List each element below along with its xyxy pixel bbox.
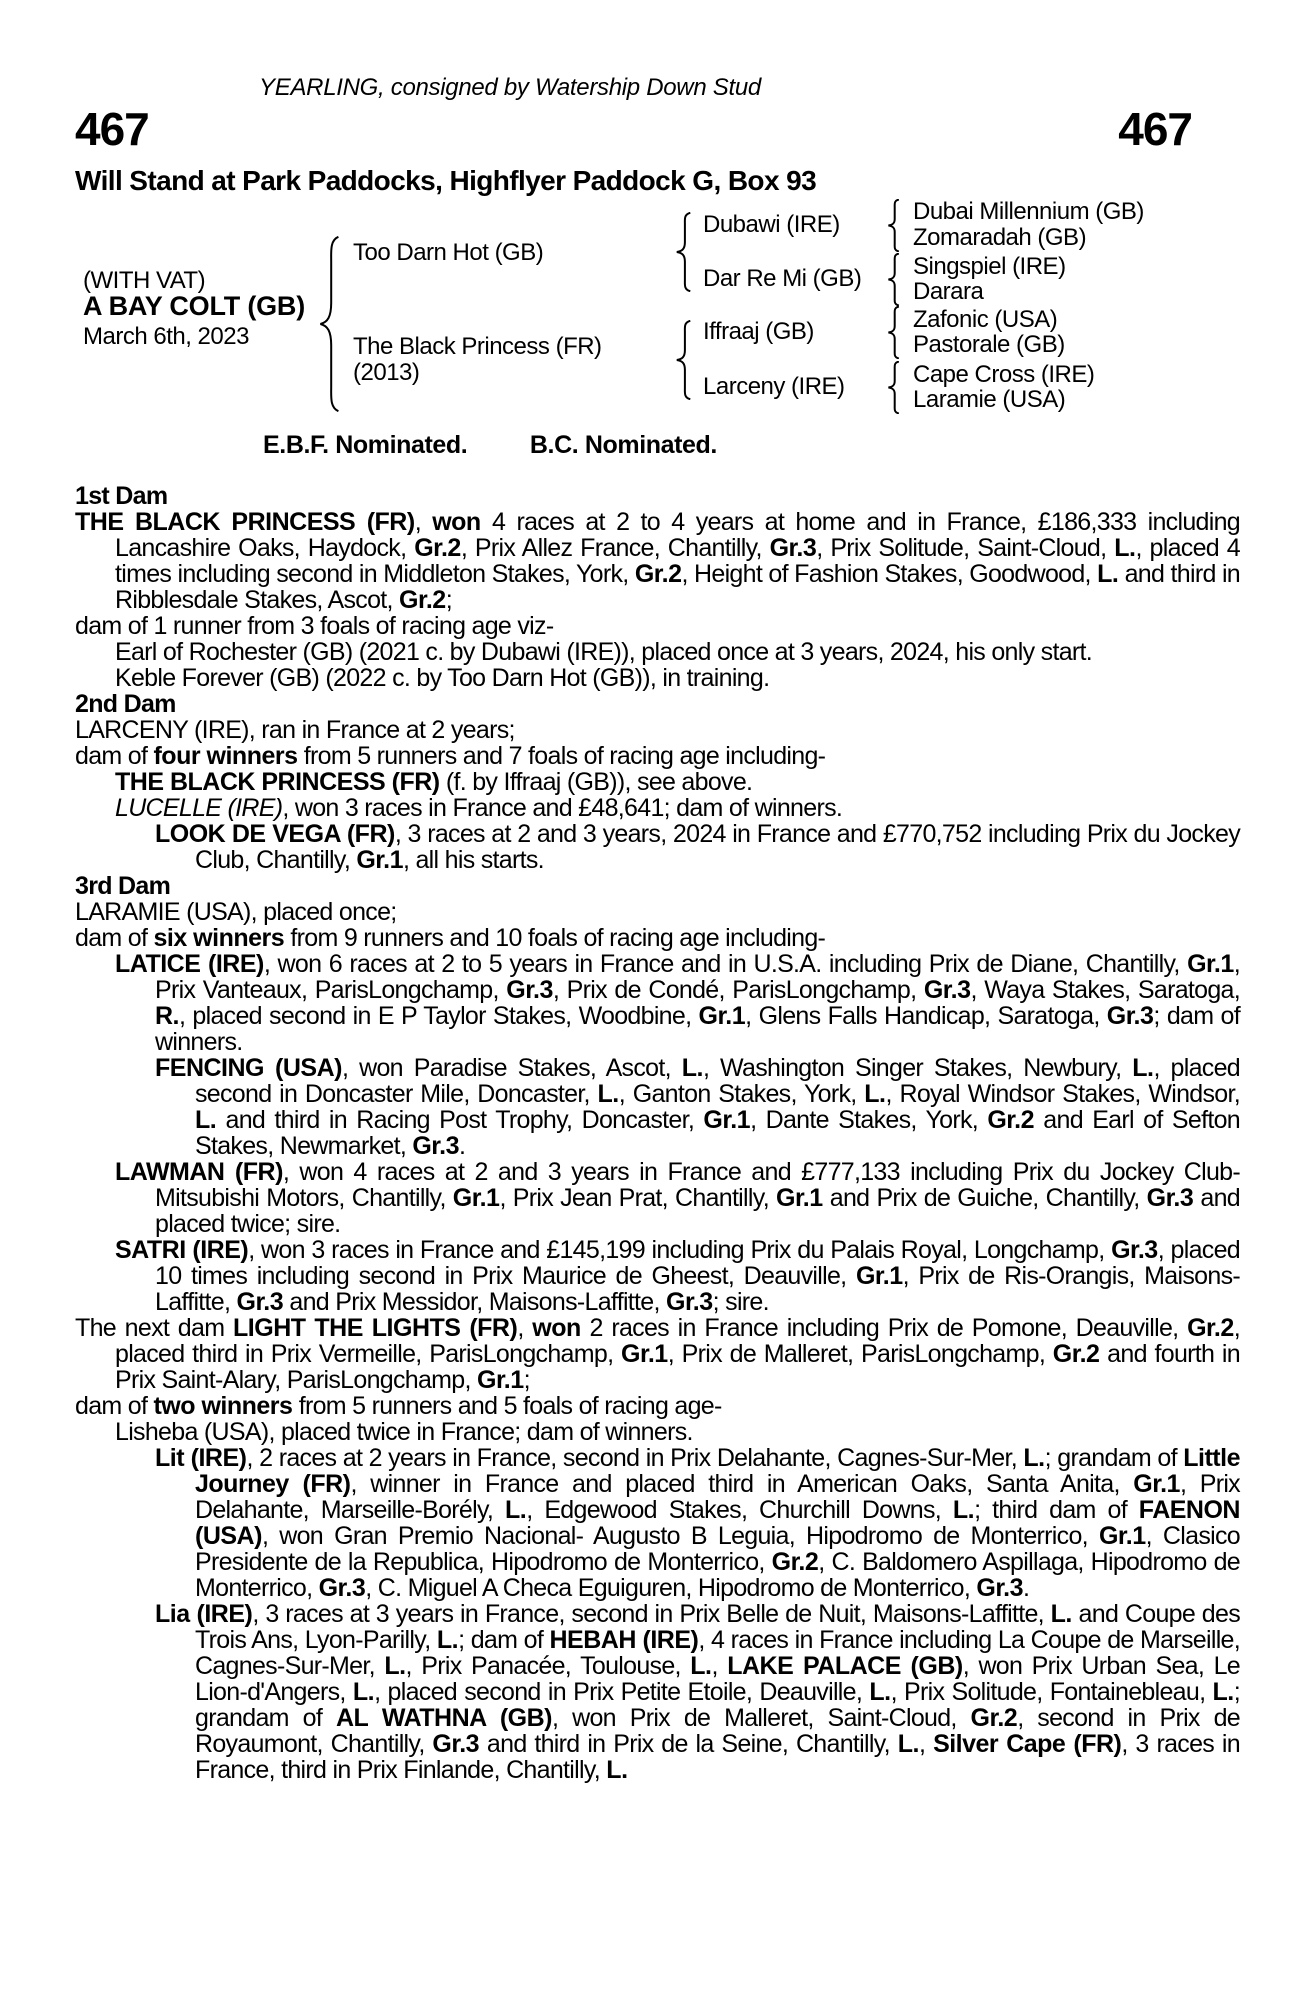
pedigree-paragraph: SATRI (IRE), won 3 races in France and £145,199 including Prix du Palais Royal, Longchamp, Gr.3, placed 10 times including second in Prix Maurice de Gheest, Deauville, Gr.1, Prix de Ris-Orangis, Maisons-Laffitte, Gr.3 and Prix Messidor, Maisons-Laffitte, Gr.3; sire. [115, 1236, 1240, 1316]
brace-icon [887, 361, 901, 414]
brace-icon [887, 306, 901, 359]
pedigree-paragraph: dam of 1 runner from 3 foals of racing age viz- [75, 612, 554, 640]
sire-sire-name: Dubawi (IRE) [703, 211, 840, 238]
pedigree-paragraph: Lisheba (USA), placed twice in France; dam of winners. [115, 1418, 693, 1446]
pedigree-paragraph: LUCELLE (IRE), won 3 races in France and £48,641; dam of winners. [115, 794, 843, 822]
brace-icon [887, 199, 901, 252]
with-vat-note: (WITH VAT) [83, 267, 206, 294]
ancestor-name: Zafonic (USA) [913, 306, 1058, 333]
pedigree-paragraph: Lit (IRE), 2 races at 2 years in France, second in Prix Delahante, Cagnes-Sur-Mer, L.; grandam of Little Journey (FR), winner in France and placed third in American Oaks, Santa Anita, Gr.1, Prix Delahante, Marseille-Borély, L., Edgewood Stakes, Churchill Downs, L.; third dam of FAENON (USA), won Gran Premio Nacional- Augusto B Leguia, Hipodromo de Monterrico, Gr.1, Clasico Presidente de la Republica, Hipodromo de Monterrico, Gr.2, C. Baldomero Aspillaga, Hipodromo de Monterrico, Gr.3, C. Miguel A Checa Eguiguren, Hipodromo de Monterrico, Gr.3. [155, 1444, 1241, 1602]
ancestor-name: Zomaradah (GB) [913, 224, 1087, 251]
brace-icon [318, 235, 342, 413]
brace-icon [675, 320, 693, 400]
sire-dam-name: Dar Re Mi (GB) [703, 265, 862, 292]
dam-sire-name: Iffraaj (GB) [703, 318, 814, 345]
pedigree-paragraph: THE BLACK PRINCESS (FR), won 4 races at 2 to 4 years at home and in France, £186,333 including Lancashire Oaks, Haydock, Gr.2, Prix Allez France, Chantilly, Gr.3, Prix Solitude, Saint-Cloud, L., placed 4 times including second in Middleton Stakes, York, Gr.2, Height of Fashion Stakes, Goodwood, L. and third in Ribblesdale Stakes, Ascot, Gr.2; [75, 508, 1241, 614]
bc-nominated-label: B.C. Nominated. [529, 431, 717, 459]
ancestor-name: Singspiel (IRE) [913, 253, 1066, 280]
ancestor-name: Cape Cross (IRE) [913, 361, 1095, 388]
pedigree-paragraph: Lia (IRE), 3 races at 3 years in France, second in Prix Belle de Nuit, Maisons-Laffitte, L. and Coupe des Trois Ans, Lyon-Parilly, L.; dam of HEBAH (IRE), 4 races in France including La Coupe de Marseille, Cagnes-Sur-Mer, L., Prix Panacée, Toulouse, L., LAKE PALACE (GB), won Prix Urban Sea, Le Lion-d'Angers, L., placed second in Prix Petite Etoile, Deauville, L., Prix Solitude, Fontainebleau, L.; grandam of AL WATHNA (GB), won Prix de Malleret, Saint-Cloud, Gr.2, second in Prix de Royaumont, Chantilly, Gr.3 and third in Prix de la Seine, Chantilly, L., Silver Cape (FR), 3 races in France, third in Prix Finlande, Chantilly, L. [155, 1600, 1241, 1784]
pedigree-paragraph: dam of four winners from 5 runners and 7 foals of racing age including- [75, 742, 826, 770]
dam-name: The Black Princess (FR) [353, 333, 602, 360]
pedigree-paragraph: LATICE (IRE), won 6 races at 2 to 5 years in France and in U.S.A. including Prix de Diane, Chantilly, Gr.1, Prix Vanteaux, ParisLongchamp, Gr.3, Prix de Condé, ParisLongchamp, Gr.3, Waya Stakes, Saratoga, R., placed second in E P Taylor Stakes, Woodbine, Gr.1, Glens Falls Handicap, Saratoga, Gr.3; dam of winners. [115, 950, 1241, 1056]
lot-number-row [75, 103, 1240, 155]
lot-number-right: 467 [1118, 103, 1192, 155]
pedigree-paragraph: LARAMIE (USA), placed once; [75, 898, 397, 926]
section-heading: 3rd Dam [75, 872, 171, 900]
section-heading: 2nd Dam [75, 690, 176, 718]
ancestor-name: Dubai Millennium (GB) [913, 198, 1144, 225]
section-heading: 1st Dam [75, 482, 168, 510]
lot-number-left: 467 [75, 103, 149, 155]
pedigree-paragraph: FENCING (USA), won Paradise Stakes, Ascot, L., Washington Singer Stakes, Newbury, L., placed second in Doncaster Mile, Doncaster, L., Ganton Stakes, York, L., Royal Windsor Stakes, Windsor, L. and third in Racing Post Trophy, Doncaster, Gr.1, Dante Stakes, York, Gr.2 and Earl of Sefton Stakes, Newmarket, Gr.3. [155, 1054, 1241, 1160]
nomination-line [75, 432, 1240, 459]
pedigree-paragraph: The next dam LIGHT THE LIGHTS (FR), won 2 races in France including Prix de Pomone, Deauville, Gr.2, placed third in Prix Vermeille, ParisLongchamp, Gr.1, Prix de Malleret, ParisLongchamp, Gr.2 and fourth in Prix Saint-Alary, ParisLongchamp, Gr.1; [75, 1314, 1241, 1394]
brace-icon [887, 253, 901, 306]
pedigree-text-body [75, 483, 1240, 1783]
ancestor-name: Darara [913, 278, 984, 305]
sire-name: Too Darn Hot (GB) [353, 239, 544, 266]
dam-dam-name: Larceny (IRE) [703, 373, 845, 400]
horse-title: A BAY COLT (GB) [83, 291, 306, 321]
ebf-nominated-label: E.B.F. Nominated. [263, 431, 468, 459]
pedigree-diagram [75, 198, 1240, 416]
pedigree-paragraph: Earl of Rochester (GB) (2021 c. by Dubawi (IRE)), placed once at 3 years, 2024, his only start. [115, 638, 1093, 666]
pedigree-paragraph: LARCENY (IRE), ran in France at 2 years; [75, 716, 515, 744]
pedigree-paragraph: LAWMAN (FR), won 4 races at 2 and 3 years in France and £777,133 including Prix du Jockey Club- Mitsubishi Motors, Chantilly, Gr.1, Prix Jean Prat, Chantilly, Gr.1 and Prix de Guiche, Chantilly, Gr.3 and placed twice; sire. [115, 1158, 1240, 1238]
foaling-date: March 6th, 2023 [83, 323, 249, 350]
pedigree-paragraph: THE BLACK PRINCESS (FR) (f. by Iffraaj (GB)), see above. [115, 768, 753, 796]
stand-location-line: Will Stand at Park Paddocks, Highflyer Paddock G, Box 93 [75, 165, 817, 196]
pedigree-paragraph: Keble Forever (GB) (2022 c. by Too Darn Hot (GB)), in training. [115, 664, 770, 692]
ancestor-name: Pastorale (GB) [913, 331, 1065, 358]
pedigree-paragraph: LOOK DE VEGA (FR), 3 races at 2 and 3 years, 2024 in France and £770,752 including Prix du Jockey Club, Chantilly, Gr.1, all his starts. [155, 820, 1241, 874]
brace-icon [675, 212, 693, 292]
pedigree-paragraph: dam of two winners from 5 runners and 5 foals of racing age- [75, 1392, 722, 1420]
pedigree-paragraph: dam of six winners from 9 runners and 10 foals of racing age including- [75, 924, 826, 952]
consignor-line: YEARLING, consigned by Watership Down Stud [259, 74, 761, 101]
ancestor-name: Laramie (USA) [913, 386, 1066, 413]
dam-foaling-year: (2013) [353, 359, 420, 386]
